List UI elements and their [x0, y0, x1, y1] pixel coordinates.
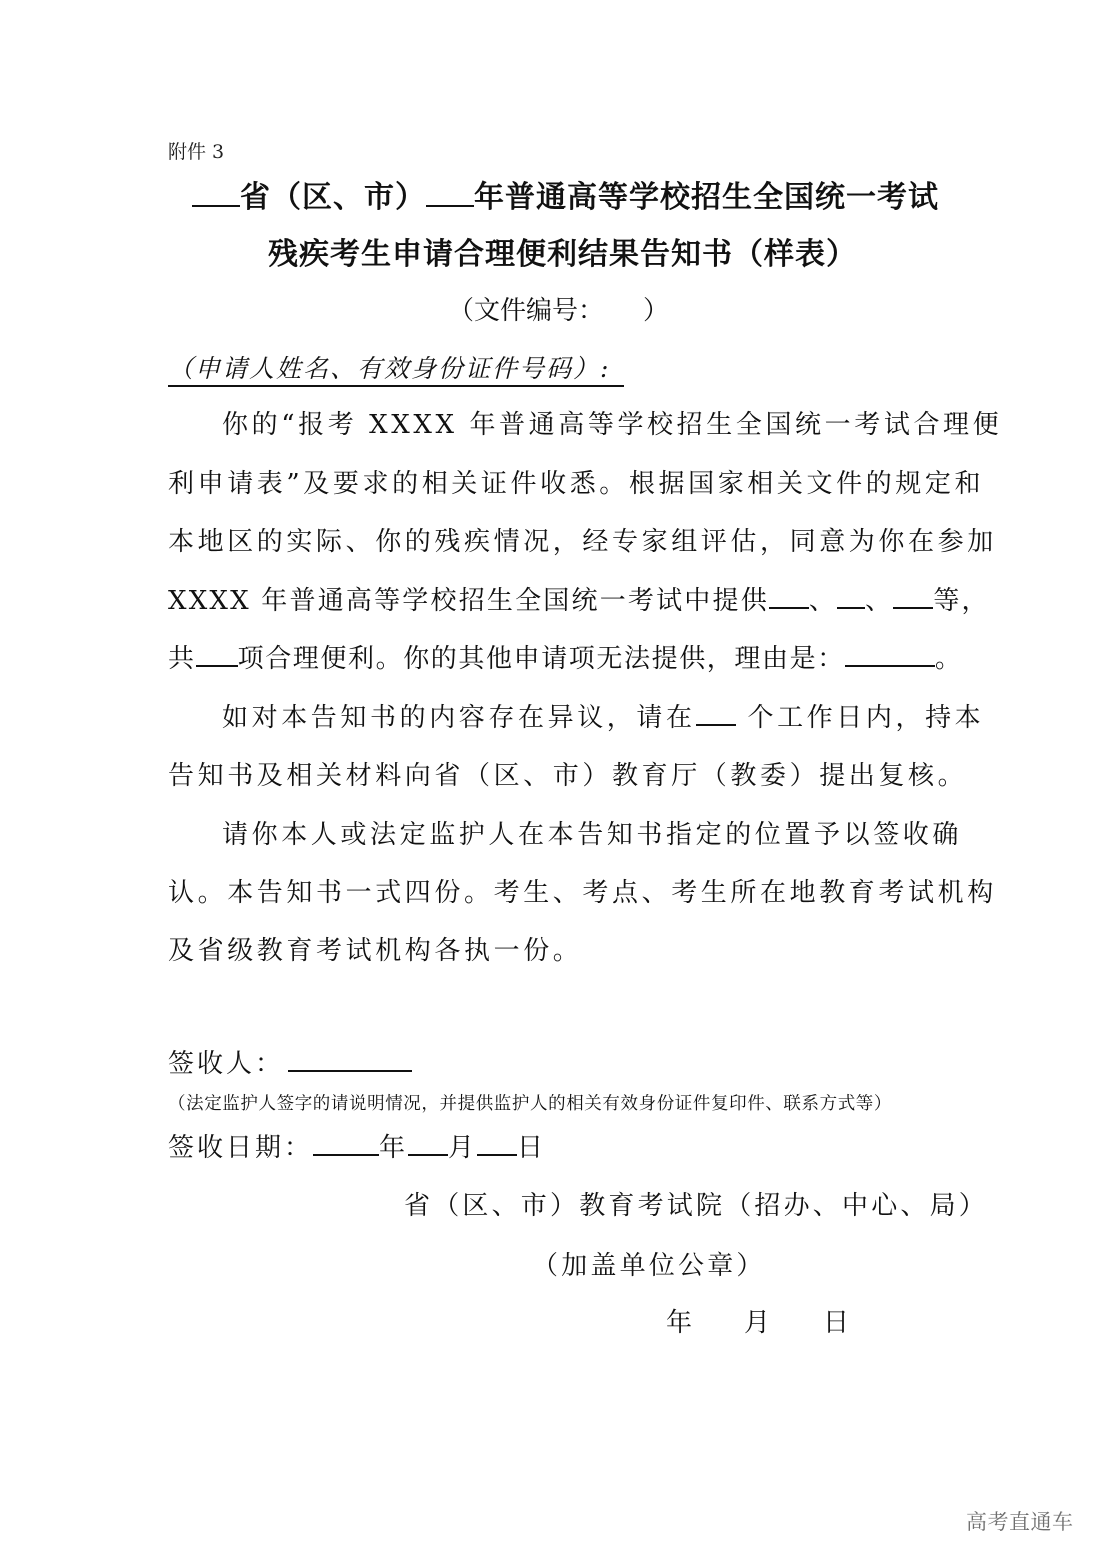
p1-line5-text: 项合理便利。你的其他申请项无法提供，理由是：	[237, 644, 845, 674]
sign-year-blank[interactable]	[313, 1129, 379, 1156]
count-blank	[196, 640, 238, 667]
body-p3-line3: 及省级教育考试机构各执一份。	[168, 936, 583, 966]
doc-number-label: （文件编号： ）	[448, 296, 670, 326]
applicant-line: （申请人姓名、有效身份证件号码）:	[168, 349, 624, 387]
body-p1-line1: 你的“报考 XXXX 年普通高等学校招生全国统一考试合理便	[222, 410, 1003, 440]
reason-blank	[845, 640, 935, 667]
body-p1-line2: 利申请表”及要求的相关证件收悉。根据国家相关文件的规定和	[168, 469, 985, 499]
guardian-note: （法定监护人签字的请说明情况，并提供监护人的相关有效身份证件复印件、联系方式等）	[168, 1094, 892, 1114]
p1-line4-text: XXXX 年普通高等学校招生全国统一考试中提供	[168, 586, 769, 616]
sign-month-label: 月	[448, 1133, 478, 1163]
issuer-seal: （加盖单位公章）	[532, 1251, 766, 1281]
sign-day-blank[interactable]	[477, 1129, 517, 1156]
p2-line1-text: 如对本告知书的内容存在异议，请在	[222, 703, 696, 733]
p1-line5-start: 共	[168, 644, 196, 674]
body-p2-line1	[222, 697, 984, 734]
sign-date-row	[168, 1127, 546, 1164]
p2-line1-end: 个工作日内，持本	[735, 703, 985, 733]
title-province: 省（区、市）	[240, 180, 426, 215]
body-p2-line2: 告知书及相关材料向省（区、市）教育厅（教委）提出复核。	[168, 761, 968, 791]
issuer-day: 日	[823, 1308, 850, 1338]
sign-day-label: 日	[517, 1133, 547, 1163]
signer-row	[168, 1043, 412, 1080]
sign-year-label: 年	[379, 1133, 409, 1163]
body-p1-line3: 本地区的实际、你的残疾情况，经专家组评估，同意为你在参加	[168, 527, 997, 557]
body-p1-line4	[168, 580, 990, 617]
item-blank-1	[769, 582, 809, 609]
sep-2: 、	[865, 586, 894, 616]
sep-1: 、	[808, 586, 838, 616]
body-p3-line2: 认。本告知书一式四份。考生、考点、考生所在地教育考试机构	[168, 878, 997, 908]
sign-month-blank[interactable]	[408, 1129, 448, 1156]
p1-line5-end: 。	[934, 644, 963, 674]
year-blank	[426, 177, 474, 208]
title-exam: 年普通高等学校招生全国统一考试	[474, 180, 939, 215]
title-line-1	[192, 172, 939, 216]
title-line-2: 残疾考生申请合理便利结果告知书（样表）	[268, 237, 857, 272]
workdays-blank	[696, 699, 736, 726]
issuer-year: 年	[666, 1308, 693, 1338]
item-blank-3	[893, 582, 933, 609]
body-p1-line5	[168, 638, 962, 675]
p1-line4-end: 等，	[933, 586, 990, 616]
body-p3-line1: 请你本人或法定监护人在本告知书指定的位置予以签收确	[222, 820, 963, 850]
signer-label: 签收人：	[168, 1049, 285, 1079]
signer-blank[interactable]	[288, 1045, 412, 1072]
issuer-org: 省（区、市）教育考试院（招办、中心、局）	[404, 1191, 989, 1221]
sign-date-label: 签收日期：	[168, 1133, 314, 1163]
issuer-month: 月	[744, 1308, 771, 1338]
watermark: 高考直通车	[966, 1510, 1074, 1534]
province-blank	[192, 177, 240, 208]
attachment-label: 附件 3	[168, 141, 225, 163]
item-blank-2	[837, 582, 865, 609]
